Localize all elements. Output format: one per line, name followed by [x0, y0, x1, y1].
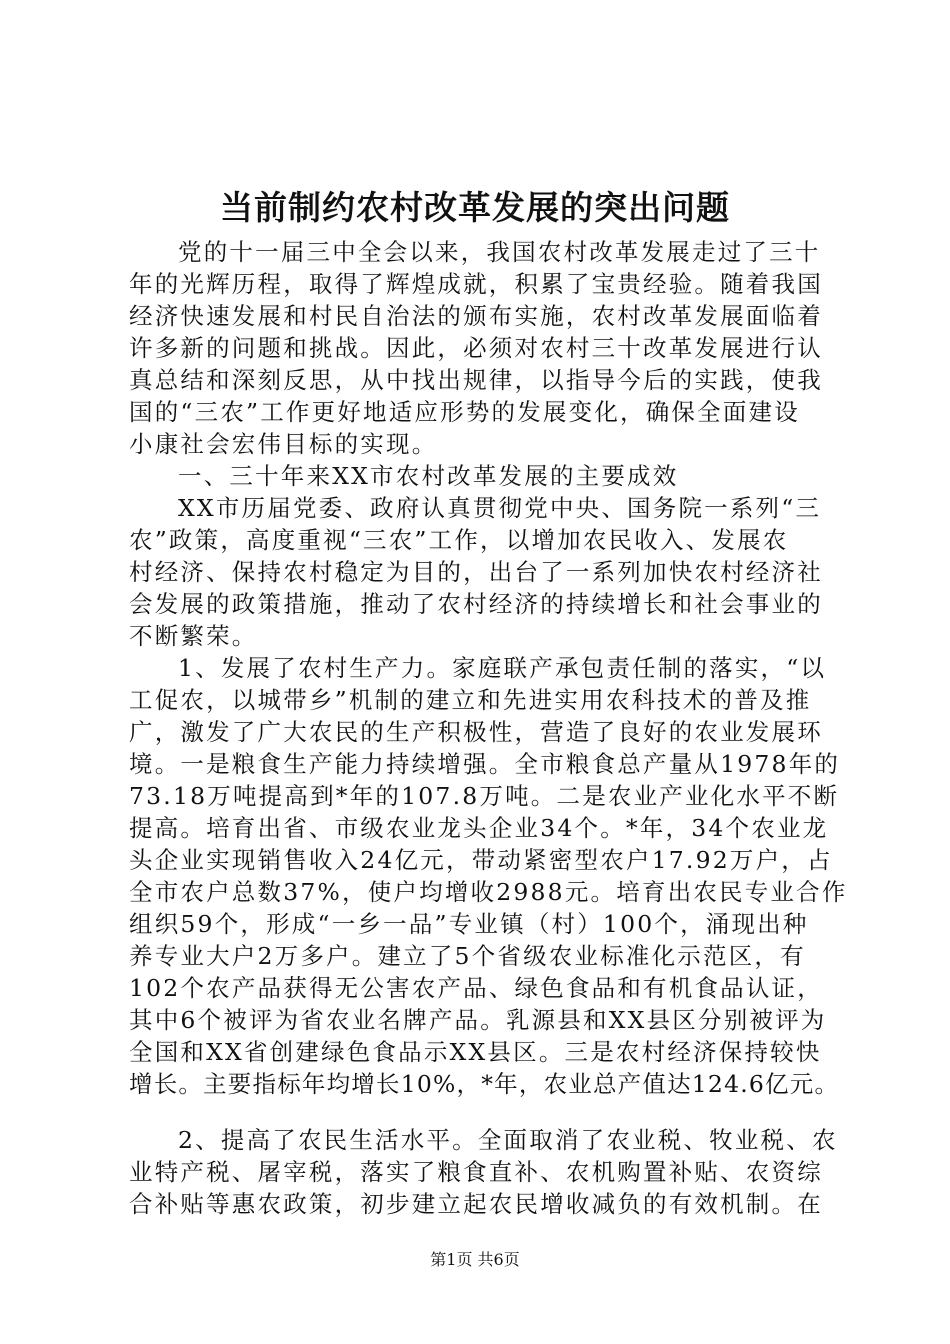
paragraph-line: 国的“三农”工作更好地适应形势的发展变化，确保全面建设: [129, 398, 800, 426]
paragraph-line: 增长。主要指标年均增长10%，*年，农业总产值达124.6亿元。: [129, 1070, 840, 1098]
paragraph-line: 小康社会宏伟目标的实现。: [129, 430, 438, 458]
paragraph-line: 73.18万吨提高到*年的107.8万吨。二是农业产业化水平不断: [129, 782, 840, 810]
paragraph-line: 会发展的政策措施，推动了农村经济的持续增长和社会事业的: [129, 590, 823, 618]
paragraph-line: 全市农户总数37%，使户均增收2988元。培育出农民专业合作: [129, 878, 848, 906]
paragraph-line: 年的光辉历程，取得了辉煌成就，积累了宝贵经验。随着我国: [129, 270, 823, 298]
section-heading: 一、三十年来XX市农村改革发展的主要成效: [178, 462, 679, 490]
paragraph-line: 境。一是粮食生产能力持续增强。全市粮食总产量从1978年的: [129, 750, 841, 778]
paragraph-line: 2、提高了农民生活水平。全面取消了农业税、牧业税、农: [178, 1126, 838, 1154]
paragraph-line: 真总结和深刻反思，从中找出规律，以指导今后的实践，使我: [129, 366, 823, 394]
paragraph-line: 村经济、保持农村稳定为目的，出台了一系列加快农村经济社: [129, 558, 823, 586]
paragraph-line: 农”政策，高度重视“三农”工作，以增加农民收入、发展农: [129, 526, 789, 554]
paragraph-line: 业特产税、屠宰税，落实了粮食直补、农机购置补贴、农资综: [129, 1158, 823, 1186]
page-number: 第1页 共6页: [430, 1250, 520, 1269]
paragraph-line: 头企业实现销售收入24亿元，带动紧密型农户17.92万户，占: [129, 846, 833, 874]
paragraph-line: 1、发展了农村生产力。家庭联产承包责任制的落实，“以: [178, 654, 827, 682]
document-title: 当前制约农村改革发展的突出问题: [220, 188, 730, 227]
paragraph-line: 全国和XX省创建绿色食品示XX县区。三是农村经济保持较快: [129, 1038, 822, 1066]
paragraph-line: 养专业大户2万多户。建立了5个省级农业标准化示范区，有: [129, 942, 806, 970]
paragraph-line: 其中6个被评为省农业名牌产品。乳源县和XX县区分别被评为: [129, 1006, 827, 1034]
paragraph-line: XX市历届党委、政府认真贯彻党中央、国务院一系列“三: [178, 494, 822, 522]
paragraph-line: 不断繁荣。: [129, 622, 258, 650]
paragraph-line: 工促农，以城带乡”机制的建立和先进实用农科技术的普及推: [129, 686, 812, 714]
paragraph-line: 许多新的问题和挑战。因此，必须对农村三十改革发展进行认: [129, 334, 823, 362]
paragraph-line: 组织59个，形成“一乡一品”专业镇（村）100个，涌现出种: [129, 910, 809, 938]
paragraph-line: 合补贴等惠农政策，初步建立起农民增收减负的有效机制。在: [129, 1190, 823, 1218]
paragraph-line: 经济快速发展和村民自治法的颁布实施，农村改革发展面临着: [129, 302, 823, 330]
paragraph-line: 党的十一届三中全会以来，我国农村改革发展走过了三十: [178, 238, 821, 266]
paragraph-line: 102个农产品获得无公害农产品、绿色食品和有机食品认证，: [129, 974, 823, 1002]
paragraph-line: 提高。培育出省、市级农业龙头企业34个。*年，34个农业龙: [129, 814, 829, 842]
paragraph-line: 广，激发了广大农民的生产积极性，营造了良好的农业发展环: [129, 718, 823, 746]
